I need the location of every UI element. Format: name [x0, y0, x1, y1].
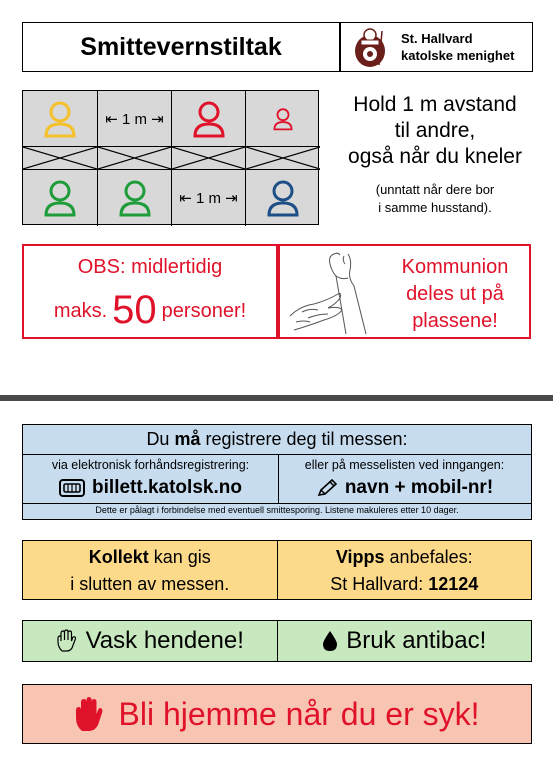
capacity-number: 50 [112, 288, 157, 332]
seat-cell [23, 170, 98, 226]
distance-note-line-2: i samme husstand). [378, 200, 492, 215]
stop-hand-icon [74, 696, 104, 732]
aisle-cell [23, 147, 98, 170]
pen-icon [316, 478, 338, 498]
seat-cell [246, 170, 320, 226]
spacing-cell [172, 170, 246, 226]
distance-note-line-1: (unntatt når dere bor [375, 182, 495, 197]
hygiene-box [22, 620, 532, 662]
spacing-label: ⇤ 1 m ⇥ [179, 190, 238, 207]
capacity-prefix: maks. [53, 300, 108, 322]
section-divider [0, 395, 553, 401]
spacing-cell [98, 91, 172, 147]
organization-line-2: katolske menighet [401, 48, 515, 63]
capacity-notice [22, 244, 278, 339]
antibac-text: Bruk antibac! [346, 627, 487, 654]
communion-text [380, 254, 530, 335]
collection-rest: kan gis [148, 547, 211, 567]
vipps-info [278, 541, 532, 599]
distance-line-2: til andre, [394, 119, 476, 142]
capacity-line-2 [24, 290, 276, 331]
payment-box [22, 540, 532, 600]
seat-cell [172, 91, 246, 147]
seating-diagram [22, 90, 319, 225]
child-icon-red [272, 107, 294, 131]
person-icon-yellow [42, 100, 78, 138]
person-icon-red [191, 100, 227, 138]
page-title: Smittevernstiltak [80, 32, 282, 61]
communion-line-1: Kommunion [401, 256, 509, 278]
vipps-line-1 [278, 544, 532, 571]
registration-heading-post: registrere deg til messen: [200, 429, 408, 449]
online-registration-url: billett.katolsk.no [92, 477, 242, 498]
registration-heading [23, 429, 531, 453]
wash-hands-text: Vask hendene! [85, 627, 244, 654]
vipps-number: 12124 [428, 574, 479, 594]
online-registration-link[interactable] [23, 477, 278, 499]
hand-outline-icon [56, 629, 78, 653]
church-logo-icon [349, 25, 393, 69]
communion-line-3: plassene! [412, 310, 498, 332]
person-icon-blue [265, 179, 301, 217]
spacing-label: ⇤ 1 m ⇥ [105, 110, 164, 128]
communion-hands-icon [288, 250, 378, 336]
registration-heading-pre: Du [146, 429, 175, 449]
organization-name [401, 30, 514, 64]
seat-cell [246, 91, 320, 147]
aisle-cell [172, 147, 246, 170]
ticket-icon [59, 478, 85, 498]
aisle-cell [246, 147, 320, 170]
title-box [22, 22, 340, 72]
vipps-recipient: St Hallvard: [330, 574, 429, 594]
registration-footnote: Dette er pålagt i forbindelse med eventuell smittesporing. Listene makuleres etter 10 dager. [95, 505, 459, 515]
distance-line-3: også når du kneler [348, 145, 522, 168]
person-icon-green [42, 179, 78, 217]
vipps-line-2 [278, 571, 532, 598]
organization-line-1: St. Hallvard [401, 31, 473, 46]
seat-cell [23, 91, 98, 147]
collection-info [23, 541, 278, 599]
vipps-bold: Vipps [335, 547, 385, 567]
drop-icon [322, 630, 338, 652]
capacity-suffix: personer! [161, 300, 247, 322]
communion-line-2: deles ut på [406, 283, 504, 305]
collection-line-1 [23, 544, 277, 571]
organization-box [340, 22, 533, 72]
capacity-line-1: OBS: midlertidig [77, 256, 223, 278]
manual-registration [278, 454, 531, 504]
communion-notice [278, 244, 531, 339]
registration-box [22, 424, 532, 520]
distance-note [330, 181, 540, 217]
distance-instruction [330, 92, 540, 170]
collection-bold: Kollekt [88, 547, 149, 567]
online-registration [23, 454, 279, 504]
manual-registration-value: navn + mobil-nr! [344, 477, 494, 498]
aisle-cell [98, 147, 172, 170]
seat-cell [98, 170, 172, 226]
collection-line-2: i slutten av messen. [70, 574, 230, 594]
stay-home-notice [22, 684, 532, 744]
manual-registration-label: eller på messelisten ved inngangen: [304, 458, 505, 472]
distance-line-1: Hold 1 m avstand [353, 93, 517, 116]
antibac-notice [278, 621, 532, 661]
stay-home-text: Bli hjemme når du er syk! [118, 695, 480, 732]
person-icon-green [117, 179, 153, 217]
vipps-rest: anbefales: [384, 547, 473, 567]
online-registration-label: via elektronisk forhåndsregistrering: [51, 458, 250, 472]
manual-registration-text [278, 477, 531, 499]
registration-heading-bold: må [174, 429, 201, 449]
wash-hands-notice [23, 621, 278, 661]
